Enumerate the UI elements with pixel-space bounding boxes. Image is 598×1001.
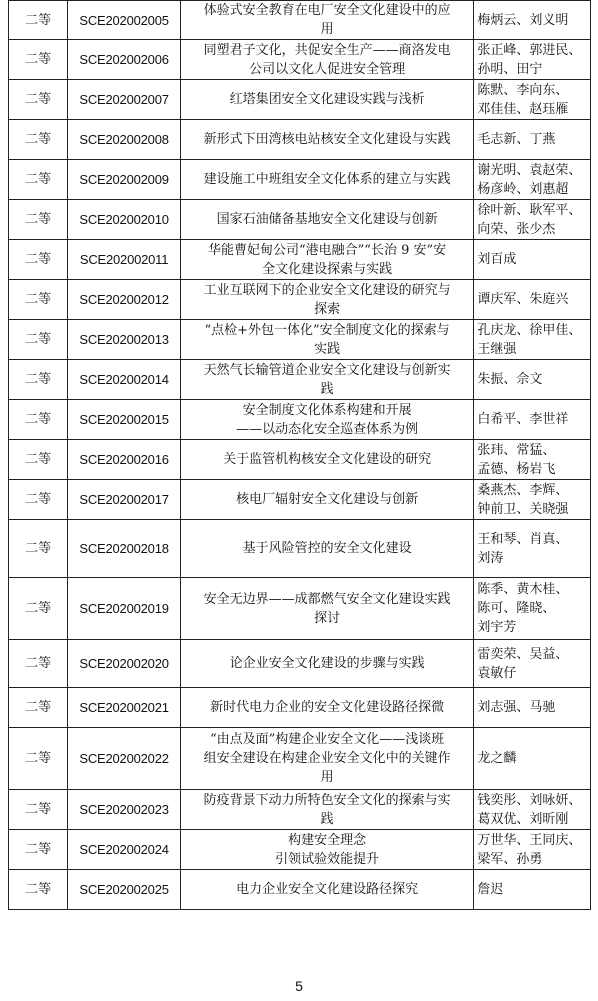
title-line: 新时代电力企业的安全文化建设路径探微	[210, 700, 445, 715]
table-row	[9, 728, 591, 790]
table-row	[9, 360, 591, 400]
grade-cell: 二等	[9, 440, 68, 480]
title-cell	[180, 480, 474, 520]
author-line: 龙之麟	[477, 751, 517, 766]
title-line: 建设施工中班组安全文化体系的建立与实践	[203, 172, 451, 187]
author-line: 刘百成	[477, 252, 517, 267]
awards-table	[8, 0, 591, 910]
authors-cell	[474, 280, 591, 320]
author-line: 王和琴、肖真、	[477, 531, 569, 547]
grade-cell: 二等	[9, 120, 68, 160]
grade-cell: 二等	[9, 240, 68, 280]
code-cell: SCE202002008	[68, 120, 181, 160]
authors-cell	[474, 1, 591, 40]
grade-cell: 二等	[9, 160, 68, 200]
code-cell: SCE202002014	[68, 360, 181, 400]
author-line: 钟前卫、关晓强	[477, 501, 569, 517]
title-line: 论企业安全文化建设的步骤与实践	[229, 656, 425, 671]
code-cell: SCE202002019	[68, 578, 181, 640]
title-line: 引领试验效能提升	[275, 851, 380, 867]
author-line: 陈默、李向东、	[477, 82, 569, 98]
title-line: 电力企业安全文化建设路径探究	[236, 882, 419, 897]
title-cell	[180, 640, 474, 688]
author-line: 邓佳佳、赵珏雁	[477, 101, 569, 117]
title-cell	[180, 160, 474, 200]
table-row	[9, 400, 591, 440]
table-row	[9, 200, 591, 240]
author-line: 孟德、杨岩飞	[477, 461, 556, 477]
author-line: 张正峰、郭进民、	[477, 42, 582, 58]
authors-cell	[474, 40, 591, 80]
author-line: 袁敏仔	[477, 665, 517, 681]
title-cell	[180, 200, 474, 240]
table-row	[9, 870, 591, 910]
title-cell	[180, 830, 474, 870]
page-number: 5	[295, 978, 303, 994]
author-line: 桑燕杰、李辉、	[477, 482, 569, 498]
code-cell: SCE202002011	[68, 240, 181, 280]
authors-cell	[474, 240, 591, 280]
grade-cell: 二等	[9, 728, 68, 790]
table-row	[9, 280, 591, 320]
title-line: 国家石油储备基地安全文化建设与创新	[216, 212, 438, 227]
authors-cell	[474, 790, 591, 830]
title-line: 探索	[314, 301, 341, 317]
title-line: 新形式下田湾核电站核安全文化建设与实践	[203, 132, 451, 147]
grade-cell: 二等	[9, 870, 68, 910]
authors-cell	[474, 870, 591, 910]
title-line: 安全制度文化体系构建和开展	[242, 402, 412, 418]
code-cell: SCE202002016	[68, 440, 181, 480]
authors-cell	[474, 320, 591, 360]
table-row	[9, 240, 591, 280]
authors-cell	[474, 578, 591, 640]
author-line: 谭庆军、朱庭兴	[477, 292, 569, 307]
code-cell: SCE202002024	[68, 830, 181, 870]
grade-cell: 二等	[9, 40, 68, 80]
title-line: 基于风险管控的安全文化建设	[242, 541, 412, 556]
code-cell: SCE202002020	[68, 640, 181, 688]
authors-cell	[474, 120, 591, 160]
code-cell: SCE202002023	[68, 790, 181, 830]
title-line: 践	[320, 381, 334, 397]
table-row	[9, 790, 591, 830]
author-line: 朱振、佘文	[477, 372, 543, 387]
authors-cell	[474, 830, 591, 870]
title-line: 核电厂辐射安全文化建设与创新	[236, 492, 419, 507]
title-line: 天然气长输管道企业安全文化建设与创新实	[203, 362, 451, 378]
title-cell	[180, 790, 474, 830]
title-line: 防疫背景下动力所特色安全文化的探索与实	[203, 792, 451, 808]
title-line: “点检+外包一体化”安全制度文化的探索与	[204, 322, 450, 338]
author-line: 刘宇芳	[477, 620, 517, 635]
title-cell	[180, 520, 474, 578]
title-line: ——以动态化安全巡查体系为例	[236, 421, 419, 437]
author-line: 王继强	[477, 341, 517, 357]
title-line: 公司以文化人促进安全管理	[249, 61, 406, 77]
authors-cell	[474, 200, 591, 240]
code-cell: SCE202002010	[68, 200, 181, 240]
table-row	[9, 830, 591, 870]
table-row	[9, 80, 591, 120]
title-line: 关于监管机构核安全文化建设的研究	[223, 452, 432, 467]
title-cell	[180, 120, 474, 160]
table-row	[9, 1, 591, 40]
authors-cell	[474, 80, 591, 120]
authors-cell	[474, 640, 591, 688]
author-line: 钱奕彤、刘咏妍、	[477, 792, 582, 808]
authors-cell	[474, 440, 591, 480]
author-line: 葛双优、刘昕刚	[477, 811, 569, 827]
author-line: 陈季、黄木桂、	[477, 582, 569, 597]
title-line: 同塑君子文化，共促安全生产——商洛发电	[203, 42, 451, 58]
authors-cell	[474, 520, 591, 578]
table-row	[9, 40, 591, 80]
title-line: 践	[320, 811, 334, 827]
author-line: 孔庆龙、徐甲佳、	[477, 322, 582, 338]
title-cell	[180, 688, 474, 728]
grade-cell: 二等	[9, 520, 68, 578]
title-line: 红塔集团安全文化建设实践与浅析	[229, 92, 425, 107]
table-row	[9, 320, 591, 360]
title-line: 华能曹妃甸公司“港电融合”“长治 9 安”安	[208, 242, 447, 258]
title-cell	[180, 280, 474, 320]
grade-cell: 二等	[9, 1, 68, 40]
title-line: 安全无边界——成都燃气安全文化建设实践	[203, 591, 451, 607]
title-cell	[180, 870, 474, 910]
code-cell: SCE202002006	[68, 40, 181, 80]
awards-table-body	[9, 1, 591, 910]
code-cell: SCE202002012	[68, 280, 181, 320]
code-cell: SCE202002021	[68, 688, 181, 728]
table-row	[9, 688, 591, 728]
title-cell	[180, 320, 474, 360]
grade-cell: 二等	[9, 320, 68, 360]
title-cell	[180, 40, 474, 80]
title-cell	[180, 728, 474, 790]
author-line: 毛志新、丁燕	[477, 132, 556, 147]
table-row	[9, 440, 591, 480]
grade-cell: 二等	[9, 790, 68, 830]
title-line: 构建安全理念	[288, 832, 367, 848]
grade-cell: 二等	[9, 640, 68, 688]
grade-cell: 二等	[9, 80, 68, 120]
table-row	[9, 480, 591, 520]
table-row	[9, 640, 591, 688]
grade-cell: 二等	[9, 200, 68, 240]
author-line: 詹迟	[477, 882, 504, 897]
code-cell: SCE202002013	[68, 320, 181, 360]
title-line: “由点及面”构建企业安全文化——浅谈班	[209, 732, 445, 747]
grade-cell: 二等	[9, 688, 68, 728]
authors-cell	[474, 360, 591, 400]
authors-cell	[474, 728, 591, 790]
code-cell: SCE202002022	[68, 728, 181, 790]
grade-cell: 二等	[9, 360, 68, 400]
authors-cell	[474, 688, 591, 728]
title-line: 工业互联网下的企业安全文化建设的研究与	[203, 282, 451, 298]
table-row	[9, 520, 591, 578]
code-cell: SCE202002018	[68, 520, 181, 578]
code-cell: SCE202002007	[68, 80, 181, 120]
author-line: 张玮、常猛、	[477, 442, 556, 458]
author-line: 梅炳云、刘义明	[477, 12, 569, 28]
author-line: 徐叶新、耿军平、	[477, 202, 582, 218]
title-cell	[180, 440, 474, 480]
title-line: 体验式安全教育在电厂安全文化建设中的应	[203, 3, 451, 18]
grade-cell: 二等	[9, 480, 68, 520]
code-cell: SCE202002017	[68, 480, 181, 520]
code-cell: SCE202002025	[68, 870, 181, 910]
grade-cell: 二等	[9, 578, 68, 640]
title-cell	[180, 578, 474, 640]
code-cell: SCE202002009	[68, 160, 181, 200]
title-cell	[180, 1, 474, 40]
title-cell	[180, 80, 474, 120]
table-row	[9, 120, 591, 160]
code-cell: SCE202002005	[68, 1, 181, 40]
author-line: 杨彦岭、刘惠超	[477, 181, 569, 197]
author-line: 陈可、隆晓、	[477, 601, 556, 616]
grade-cell: 二等	[9, 400, 68, 440]
title-cell	[180, 240, 474, 280]
title-line: 用	[320, 770, 334, 785]
grade-cell: 二等	[9, 830, 68, 870]
title-line: 实践	[314, 341, 341, 357]
author-line: 白希平、李世祥	[477, 412, 569, 427]
title-line: 用	[320, 22, 334, 37]
author-line: 谢光明、袁赵荣、	[477, 162, 582, 178]
title-cell	[180, 400, 474, 440]
table-row	[9, 578, 591, 640]
authors-cell	[474, 160, 591, 200]
author-line: 刘涛	[477, 550, 504, 566]
authors-cell	[474, 480, 591, 520]
author-line: 梁军、孙勇	[477, 851, 543, 867]
grade-cell: 二等	[9, 280, 68, 320]
author-line: 刘志强、马驰	[477, 700, 556, 715]
author-line: 孙明、田宁	[477, 61, 543, 77]
table-row	[9, 160, 591, 200]
authors-cell	[474, 400, 591, 440]
title-cell	[180, 360, 474, 400]
author-line: 向荣、张少杰	[477, 221, 556, 237]
author-line: 雷奕荣、吴益、	[477, 646, 569, 662]
title-line: 组安全建设在构建企业安全文化中的关键作	[203, 751, 451, 766]
code-cell: SCE202002015	[68, 400, 181, 440]
title-line: 全文化建设探索与实践	[262, 261, 393, 277]
title-line: 探讨	[314, 610, 341, 626]
author-line: 万世华、王同庆、	[477, 832, 582, 848]
